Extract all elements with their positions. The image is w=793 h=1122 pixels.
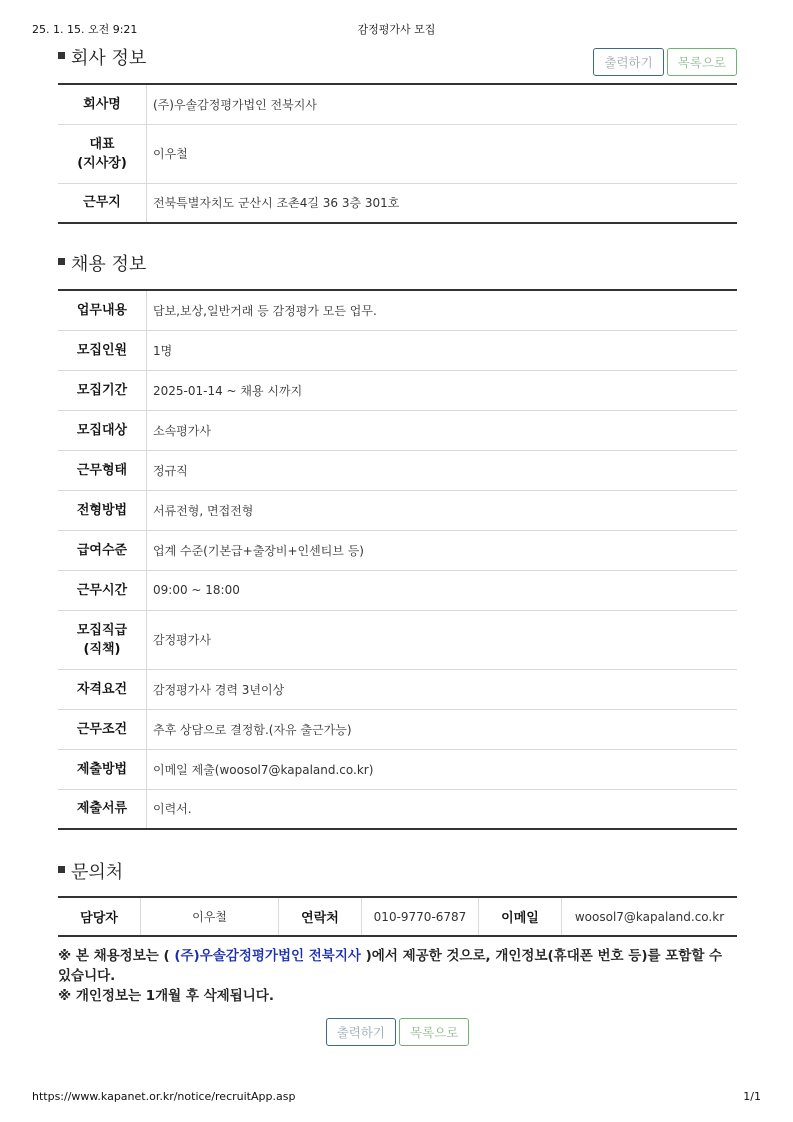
row-label (58, 124, 147, 183)
company-info-table (58, 83, 737, 224)
row-value: 09:00 ~ 18:00 (147, 570, 738, 610)
table-row (58, 789, 737, 829)
manager-value: 이우철 (141, 897, 279, 936)
row-label: 전형방법 (58, 490, 147, 530)
row-value: 이메일 제출(woosol7@kapaland.co.kr) (147, 749, 738, 789)
row-label-line2: (지사장) (77, 155, 127, 171)
table-row (58, 450, 737, 490)
list-button[interactable]: 목록으로 (667, 48, 737, 76)
row-label: 급여수준 (58, 530, 147, 570)
row-label: 회사명 (58, 84, 147, 124)
table-row (58, 570, 737, 610)
square-bullet-icon (58, 258, 65, 265)
contact-table (58, 896, 737, 937)
print-header (32, 21, 761, 35)
notice-prefix: ※ 본 채용정보는 ( (58, 948, 175, 964)
row-label: 업무내용 (58, 290, 147, 330)
table-row (58, 410, 737, 450)
privacy-notice (58, 946, 737, 1006)
contact-section-title: 문의처 (71, 862, 124, 883)
row-label-line1: 대표 (89, 136, 115, 152)
print-footer (32, 1090, 761, 1104)
row-value: 감정평가사 (147, 610, 738, 669)
row-value: 감정평가사 경력 3년이상 (147, 669, 738, 709)
row-value: 1명 (147, 330, 738, 370)
table-row (58, 370, 737, 410)
table-row (58, 490, 737, 530)
notice-retention: ※ 개인정보는 1개월 후 삭제됩니다. (58, 988, 274, 1004)
row-label: 근무지 (58, 183, 147, 223)
row-label: 근무형태 (58, 450, 147, 490)
row-label-line1: 모집직급 (76, 622, 128, 638)
row-label: 모집대상 (58, 410, 147, 450)
table-row (58, 183, 737, 223)
row-value: 서류전형, 면접전형 (147, 490, 738, 530)
notice-company: (주)우솔감정평가법인 전북지사 (174, 948, 361, 964)
table-row (58, 897, 737, 936)
manager-label: 담당자 (58, 897, 141, 936)
row-label: 자격요건 (58, 669, 147, 709)
phone-value: 010-9770-6787 (362, 897, 479, 936)
row-value: 정규직 (147, 450, 738, 490)
print-button[interactable]: 출력하기 (593, 48, 663, 76)
row-label: 근무조건 (58, 709, 147, 749)
bottom-print-button[interactable]: 출력하기 (326, 1018, 396, 1046)
row-label (58, 610, 147, 669)
row-label: 근무시간 (58, 570, 147, 610)
row-label: 제출서류 (58, 789, 147, 829)
row-value: (주)우솔감정평가법인 전북지사 (147, 84, 738, 124)
bottom-list-button[interactable]: 목록으로 (399, 1018, 469, 1046)
company-section-title: 회사 정보 (71, 48, 147, 69)
table-row (58, 749, 737, 789)
print-date: 25. 1. 15. 오전 9:21 (32, 23, 138, 36)
table-row (58, 530, 737, 570)
phone-label: 연락처 (279, 897, 362, 936)
page-url: https://www.kapanet.or.kr/notice/recruitApp.asp (32, 1090, 296, 1103)
row-value: 이력서. (153, 802, 192, 817)
print-title: 감정평가사 모집 (357, 23, 436, 36)
recruit-info-table (58, 289, 737, 830)
notice-suffix: )에서 제공한 것으로, 개인정보(휴대폰 번호 등)를 포함할 수 있습니다. (58, 948, 723, 984)
row-value: 전북특별자치도 군산시 조촌4길 36 3층 301호 (153, 196, 400, 211)
row-value: 2025-01-14 ~ 채용 시까지 (147, 370, 738, 410)
bottom-button-group (58, 1018, 737, 1046)
row-label: 제출방법 (58, 749, 147, 789)
row-label-line2: (직책) (83, 641, 121, 657)
recruit-section-title: 채용 정보 (71, 254, 147, 275)
page-number: 1/1 (743, 1090, 761, 1103)
recruit-detail (58, 44, 737, 1046)
row-value: 소속평가사 (147, 410, 738, 450)
row-value: 추후 상담으로 결정함.(자유 출근가능) (147, 709, 738, 749)
row-label: 모집기간 (58, 370, 147, 410)
contact-section-header (58, 858, 737, 890)
row-value: 이우철 (147, 124, 738, 183)
table-row (58, 124, 737, 183)
recruit-section-header (58, 250, 737, 282)
row-value: 업계 수준(기본급+출장비+인센티브 등) (147, 530, 738, 570)
table-row (58, 330, 737, 370)
table-row (58, 669, 737, 709)
email-label: 이메일 (479, 897, 562, 936)
table-row (58, 84, 737, 124)
square-bullet-icon (58, 52, 65, 59)
square-bullet-icon (58, 866, 65, 873)
company-section-header (58, 44, 737, 76)
table-row (58, 610, 737, 669)
row-label: 모집인원 (58, 330, 147, 370)
table-row (58, 290, 737, 330)
email-value: woosol7@kapaland.co.kr (574, 909, 725, 924)
row-value: 담보,보상,일반거래 등 감정평가 모든 업무. (147, 290, 738, 330)
top-button-group (593, 48, 737, 76)
table-row (58, 709, 737, 749)
